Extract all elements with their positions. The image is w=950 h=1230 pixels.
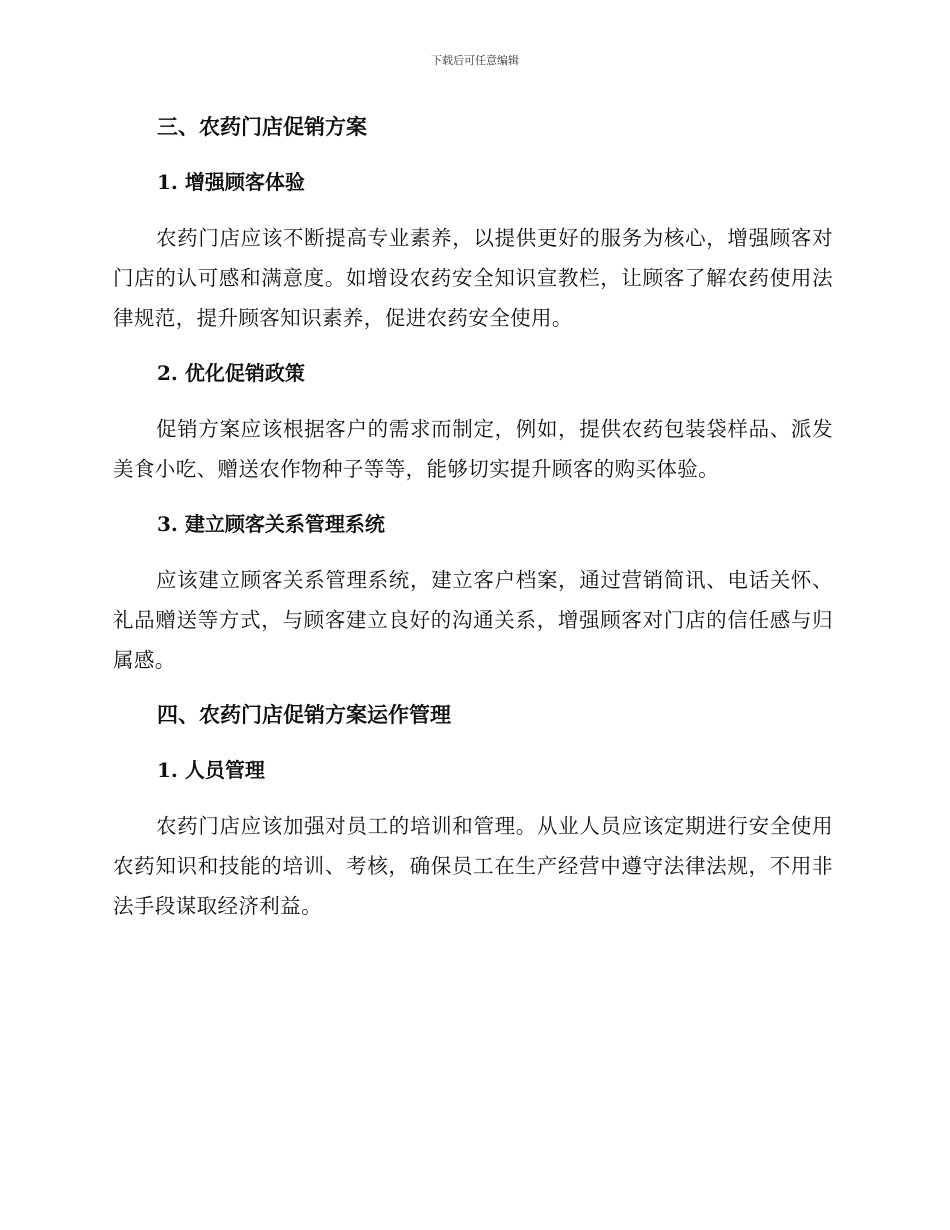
section-4-title: 四、农药门店促销方案运作管理 [157,702,451,727]
section-3-1-body: 农药门店应该不断提高专业素养，以提供更好的服务为核心，增强顾客对门店的认可感和满意度。如增设农药安全知识宣教栏，让顾客了解农药使用法律规范，提升顾客知识素养，促进农药安全使用。 [113,226,833,330]
section-4-1-heading: 1. 人员管理 [157,758,265,782]
section-3-3-heading: 3. 建立顾客关系管理系统 [157,512,385,536]
section-4-1-body: 农药门店应该加强对员工的培训和管理。从业人员应该定期进行安全使用农药知识和技能的培训、考核，确保员工在生产经营中遵守法律法规，不用非法手段谋取经济利益。 [113,814,833,918]
header-note: 下载后可任意编辑 [431,54,519,67]
section-3-2-heading: 2. 优化促销政策 [157,361,305,385]
section-3-title: 三、农药门店促销方案 [157,114,367,139]
section-3-3-body: 应该建立顾客关系管理系统，建立客户档案，通过营销简讯、电话关怀、礼品赠送等方式，与顾客建立良好的沟通关系，增强顾客对门店的信任感与归属感。 [113,568,833,672]
document-body [113,108,833,926]
section-3-2-body: 促销方案应该根据客户的需求而制定，例如，提供农药包装袋样品、派发美食小吃、赠送农作物种子等等，能够切实提升顾客的购买体验。 [113,417,833,481]
section-3-1-heading: 1. 增强顾客体验 [157,170,305,194]
